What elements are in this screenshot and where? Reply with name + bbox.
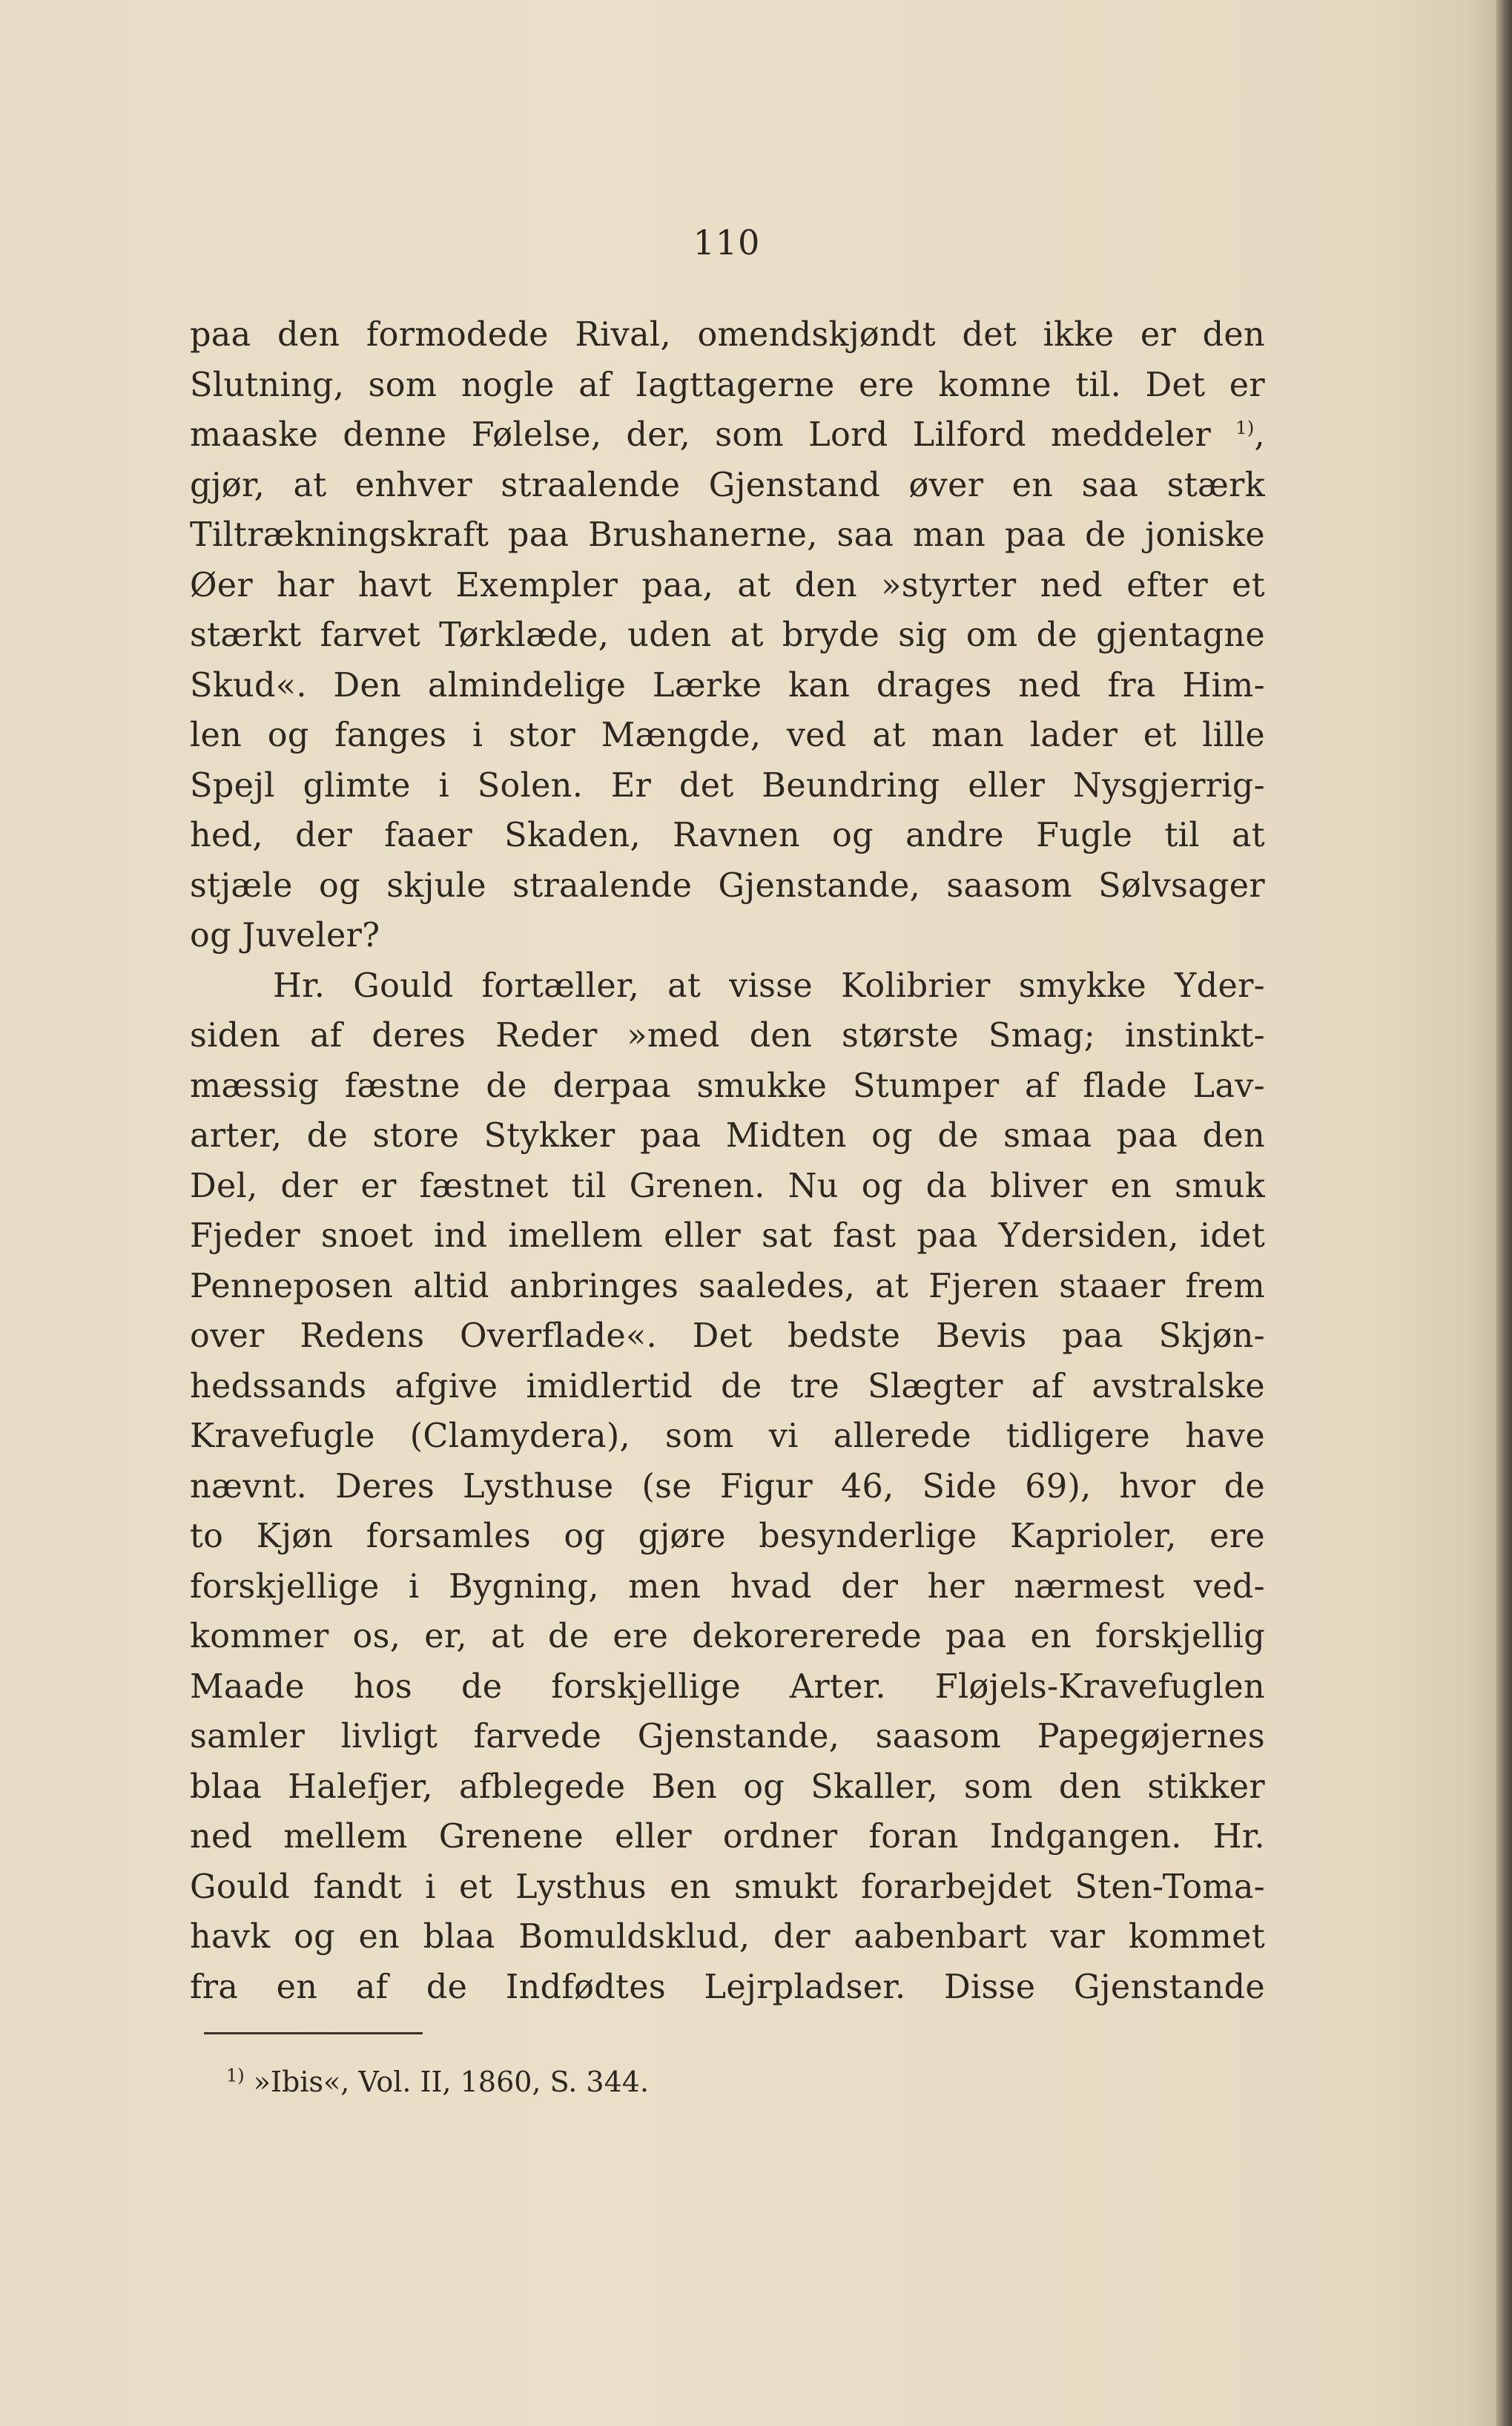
footnote-text: »Ibis«, Vol. II, 1860, S. 344. — [253, 2066, 650, 2098]
text-line: samler livligt farvede Gjenstande, saasom Papegøjernes — [190, 1718, 1265, 1756]
footnote-reference: 1) — [1235, 418, 1255, 439]
text-line: siden af deres Reder »med den største Smag; instinkt- — [190, 1017, 1265, 1055]
text-line: Øer har havt Exempler paa, at den »styrter ned efter et — [190, 566, 1265, 604]
text-line-content: maaske denne Følelse, der, som Lord Lilford meddeler — [190, 416, 1212, 454]
text-line: fra en af de Indfødtes Lejrpladser. Disse Gjenstande — [190, 1968, 1265, 2006]
footnote-divider — [204, 2032, 423, 2034]
text-line: Maade hos de forskjellige Arter. Fløjels-Kravefuglen — [190, 1667, 1265, 1706]
text-line-paragraph-end: og Juveler? — [190, 917, 380, 955]
page-edge-shadow — [1496, 0, 1512, 2426]
text-line: Kravefugle (Clamydera), som vi allerede tidligere have — [190, 1417, 1265, 1455]
footnote — [226, 2066, 649, 2098]
text-line: over Redens Overflade«. Det bedste Bevis paa Skjøn- — [190, 1317, 1265, 1355]
text-line: kommer os, er, at de ere dekorererede paa en forskjellig — [190, 1618, 1265, 1655]
text-line: arter, de store Stykker paa Midten og de smaa paa den — [190, 1117, 1265, 1155]
body-text — [190, 310, 1265, 2012]
text-line: stærkt farvet Tørklæde, uden at bryde sig om de gjentagne — [190, 616, 1265, 654]
text-line: Spejl glimte i Solen. Er det Beundring eller Nysgjerrig- — [190, 766, 1265, 805]
text-line: forskjellige i Bygning, men hvad der her nærmest ved- — [190, 1567, 1265, 1606]
text-line: hed, der faaer Skaden, Ravnen og andre Fugle til at — [190, 817, 1265, 854]
text-line: Gould fandt i et Lysthus en smukt forarbejdet Sten-Toma- — [190, 1868, 1265, 1906]
text-line: nævnt. Deres Lysthuse (se Figur 46, Side 69), hvor de — [190, 1467, 1265, 1506]
text-line: Slutning, som nogle af Iagttagerne ere komne til. Det er — [190, 366, 1265, 404]
text-line: blaa Halefjer, afblegede Ben og Skaller, som den stikker — [190, 1767, 1265, 1806]
text-line-with-footnote-ref: maaske denne Følelse, der, som Lord Lilford meddeler $^{1)}$, — [190, 416, 1265, 454]
footnote-marker: 1) — [226, 2065, 245, 2086]
text-line: Fjeder snoet ind imellem eller sat fast paa Ydersiden, idet — [190, 1217, 1265, 1255]
text-line: ned mellem Grenene eller ordner foran Indgangen. Hr. — [190, 1818, 1265, 1856]
text-line: paa den formodede Rival, omendskjøndt det ikke er den — [190, 316, 1265, 354]
text-line: Skud«. Den almindelige Lærke kan drages ned fra Him- — [190, 666, 1265, 705]
text-line: Del, der er fæstnet til Grenen. Nu og da bliver en smuk — [190, 1167, 1265, 1205]
text-line: havk og en blaa Bomuldsklud, der aabenbart var kommet — [190, 1918, 1265, 1956]
text-line: mæssig fæstne de derpaa smukke Stumper af flade Lav- — [190, 1067, 1265, 1105]
text-line: gjør, at enhver straalende Gjenstand øver en saa stærk — [190, 466, 1265, 504]
text-line-paragraph-start: Hr. Gould fortæller, at visse Kolibrier smykke Yder- — [273, 966, 1265, 1005]
text-line: Penneposen altid anbringes saaledes, at Fjeren staaer frem — [190, 1267, 1265, 1305]
text-line: Tiltrækningskraft paa Brushanerne, saa man paa de joniske — [190, 516, 1265, 554]
text-line: stjæle og skjule straalende Gjenstande, saasom Sølvsager — [190, 866, 1265, 905]
text-line: len og fanges i stor Mængde, ved at man lader et lille — [190, 716, 1265, 754]
text-line: to Kjøn forsamles og gjøre besynderlige Kaprioler, ere — [190, 1517, 1265, 1555]
page-number: 110 — [693, 223, 761, 263]
text-line: hedssands afgive imidlertid de tre Slægter af avstralske — [190, 1367, 1265, 1405]
